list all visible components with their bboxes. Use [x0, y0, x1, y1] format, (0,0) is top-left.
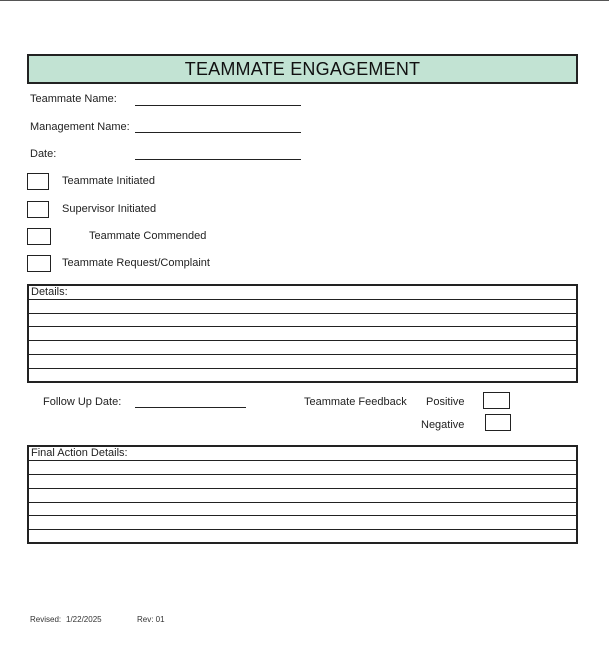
management-name-label: Management Name:: [30, 121, 130, 133]
positive-label: Positive: [426, 396, 465, 408]
date-label: Date:: [30, 148, 57, 160]
teammate-initiated-label: Teammate Initiated: [62, 175, 155, 187]
final-action-row[interactable]: [29, 474, 576, 475]
management-name-field[interactable]: [135, 132, 301, 133]
teammate-name-field[interactable]: [135, 105, 301, 106]
details-label: Details:: [31, 286, 68, 298]
negative-label: Negative: [421, 419, 465, 431]
details-row[interactable]: [29, 354, 576, 355]
supervisor-initiated-checkbox[interactable]: [27, 201, 49, 218]
teammate-name-label: Teammate Name:: [30, 93, 117, 105]
teammate-initiated-checkbox[interactable]: [27, 173, 49, 190]
final-action-table[interactable]: [27, 445, 578, 544]
teammate-commended-checkbox[interactable]: [27, 228, 51, 245]
revision-number: Rev: 01: [137, 615, 165, 624]
teammate-request-checkbox[interactable]: [27, 255, 51, 272]
details-row[interactable]: [29, 313, 576, 314]
teammate-commended-label: Teammate Commended: [89, 230, 207, 242]
details-row[interactable]: [29, 368, 576, 369]
final-action-row[interactable]: [29, 529, 576, 530]
details-table[interactable]: [27, 284, 578, 383]
form-title: TEAMMATE ENGAGEMENT: [27, 54, 578, 84]
teammate-feedback-label: Teammate Feedback: [304, 396, 407, 408]
final-action-row[interactable]: [29, 515, 576, 516]
positive-checkbox[interactable]: [483, 392, 510, 409]
follow-up-date-label: Follow Up Date:: [43, 396, 122, 408]
revised-label: Revised:: [30, 615, 62, 624]
revised-date: 1/22/2025: [66, 615, 102, 624]
supervisor-initiated-label: Supervisor Initiated: [62, 203, 157, 215]
final-action-label: Final Action Details:: [31, 447, 128, 459]
details-row[interactable]: [29, 326, 576, 327]
details-row[interactable]: [29, 340, 576, 341]
final-action-row[interactable]: [29, 488, 576, 489]
date-field[interactable]: [135, 159, 301, 160]
teammate-request-label: Teammate Request/Complaint: [62, 257, 210, 269]
top-border: [0, 0, 609, 1]
final-action-row[interactable]: [29, 460, 576, 461]
negative-checkbox[interactable]: [485, 414, 511, 431]
follow-up-date-field[interactable]: [135, 407, 246, 408]
details-row[interactable]: [29, 299, 576, 300]
final-action-row[interactable]: [29, 502, 576, 503]
